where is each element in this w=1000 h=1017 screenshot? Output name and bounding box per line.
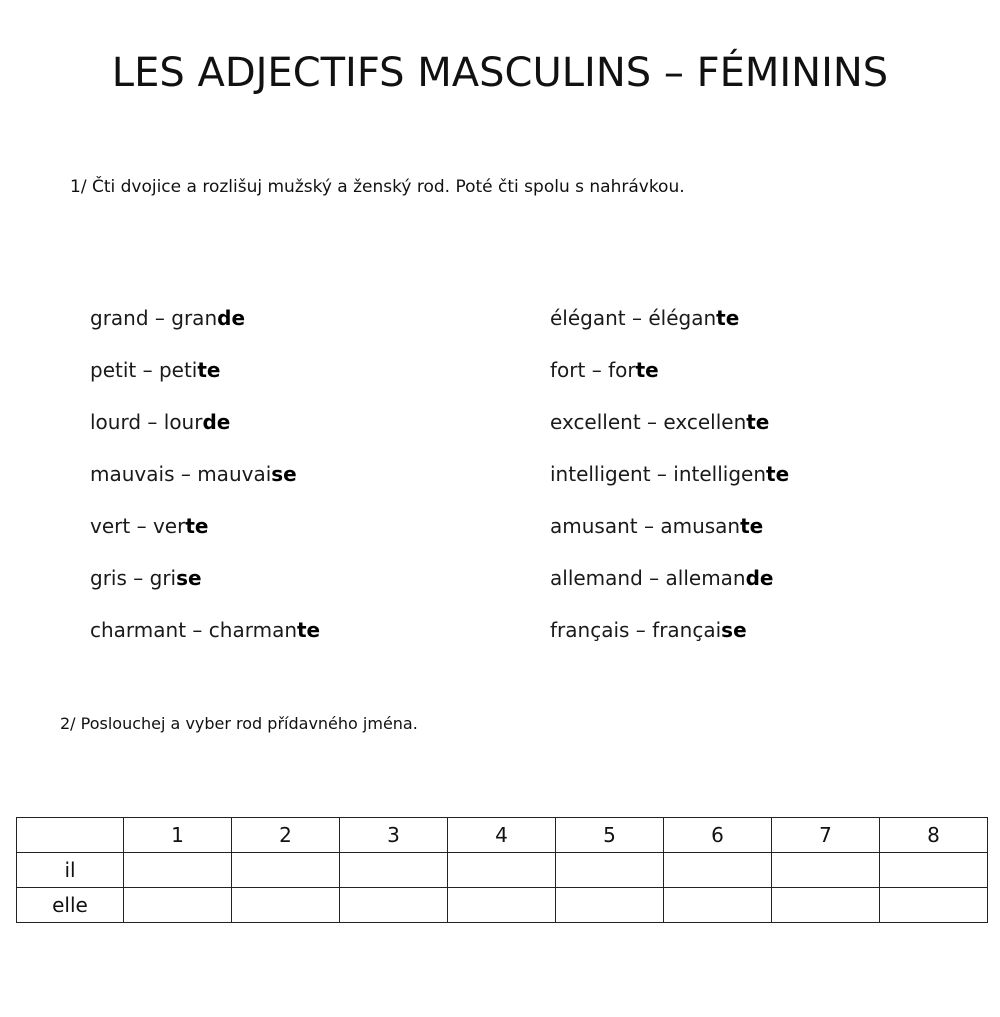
feminine-stem: amusan — [660, 514, 741, 538]
table-row — [17, 888, 988, 923]
masculine-form: charmant — [90, 618, 187, 642]
adjective-pair — [90, 566, 202, 590]
exercise-2-instruction: 2/ Poslouchej a vyber rod přídavného jména. — [60, 714, 418, 733]
adjective-pair — [90, 306, 245, 330]
separator: – — [148, 306, 172, 330]
column-header: 5 — [556, 818, 664, 853]
separator: – — [136, 358, 159, 382]
answer-cell[interactable] — [880, 853, 988, 888]
feminine-ending: te — [740, 514, 764, 538]
masculine-form: gris — [90, 566, 127, 590]
answer-cell[interactable] — [772, 888, 880, 923]
answer-cell[interactable] — [124, 853, 232, 888]
masculine-form: grand — [90, 306, 149, 330]
adjective-pair — [90, 618, 320, 642]
feminine-stem: gri — [149, 566, 177, 590]
feminine-stem: charman — [208, 618, 297, 642]
adjective-pair — [550, 410, 769, 434]
page-title: LES ADJECTIFS MASCULINS – FÉMININS — [111, 50, 889, 96]
answer-cell[interactable] — [448, 853, 556, 888]
feminine-stem: ver — [152, 514, 186, 538]
masculine-form: intelligent — [550, 462, 651, 486]
separator: – — [126, 566, 150, 590]
separator: – — [585, 358, 609, 382]
answer-cell[interactable] — [772, 853, 880, 888]
feminine-ending: te — [185, 514, 209, 538]
adjective-pair — [90, 514, 208, 538]
corner-cell — [17, 818, 124, 853]
feminine-stem: intelligen — [673, 462, 767, 486]
feminine-ending: se — [271, 462, 297, 486]
adjective-pair — [90, 358, 221, 382]
answer-cell[interactable] — [340, 853, 448, 888]
table-row — [17, 853, 988, 888]
separator: – — [629, 618, 653, 642]
feminine-stem: mauvai — [197, 462, 272, 486]
masculine-form: mauvais — [90, 462, 175, 486]
answer-grid — [16, 817, 988, 923]
feminine-ending: de — [745, 566, 774, 590]
feminine-ending: te — [746, 410, 770, 434]
masculine-form: lourd — [90, 410, 142, 434]
feminine-stem: françai — [652, 618, 722, 642]
answer-cell[interactable] — [124, 888, 232, 923]
masculine-form: fort — [550, 358, 586, 382]
column-header: 1 — [124, 818, 232, 853]
masculine-form: vert — [90, 514, 131, 538]
adjective-pair — [90, 462, 297, 486]
separator: – — [141, 410, 164, 434]
column-header: 8 — [880, 818, 988, 853]
row-label-elle: elle — [17, 888, 124, 923]
adjective-pair — [550, 566, 774, 590]
adjective-pair — [550, 514, 763, 538]
feminine-ending: te — [197, 358, 221, 382]
feminine-stem: alleman — [665, 566, 746, 590]
masculine-form: excellent — [550, 410, 641, 434]
exercise-1-instruction: 1/ Čti dvojice a rozlišuj mužský a ženský rod. Poté čti spolu s nahrávkou. — [70, 177, 685, 197]
separator: – — [642, 566, 666, 590]
answer-cell[interactable] — [556, 888, 664, 923]
feminine-stem: peti — [158, 358, 198, 382]
masculine-form: français — [550, 618, 630, 642]
answer-cell[interactable] — [556, 853, 664, 888]
answer-cell[interactable] — [340, 888, 448, 923]
separator: – — [640, 410, 664, 434]
column-header: 4 — [448, 818, 556, 853]
feminine-stem: gran — [171, 306, 218, 330]
feminine-stem: élégan — [648, 306, 717, 330]
feminine-ending: te — [297, 618, 321, 642]
feminine-ending: de — [202, 410, 231, 434]
feminine-ending: te — [766, 462, 790, 486]
feminine-ending: se — [721, 618, 747, 642]
feminine-ending: de — [217, 306, 246, 330]
adjective-pair — [550, 358, 659, 382]
answer-cell[interactable] — [664, 853, 772, 888]
feminine-ending: se — [176, 566, 202, 590]
feminine-ending: te — [635, 358, 659, 382]
adjective-pair — [550, 462, 789, 486]
separator: – — [130, 514, 153, 538]
header-row — [17, 818, 988, 853]
column-header: 7 — [772, 818, 880, 853]
masculine-form: petit — [90, 358, 137, 382]
column-header: 6 — [664, 818, 772, 853]
row-label-il: il — [17, 853, 124, 888]
masculine-form: élégant — [550, 306, 626, 330]
separator: – — [625, 306, 649, 330]
column-header: 2 — [232, 818, 340, 853]
separator: – — [650, 462, 674, 486]
separator: – — [186, 618, 209, 642]
masculine-form: amusant — [550, 514, 638, 538]
separator: – — [637, 514, 661, 538]
feminine-stem: excellen — [663, 410, 747, 434]
separator: – — [174, 462, 198, 486]
answer-cell[interactable] — [664, 888, 772, 923]
adjective-pair — [550, 306, 739, 330]
answer-cell[interactable] — [448, 888, 556, 923]
feminine-stem: for — [608, 358, 636, 382]
adjective-pair — [550, 618, 747, 642]
adjective-pair — [90, 410, 230, 434]
answer-cell[interactable] — [232, 853, 340, 888]
answer-cell[interactable] — [880, 888, 988, 923]
feminine-ending: te — [716, 306, 740, 330]
column-header: 3 — [340, 818, 448, 853]
answer-cell[interactable] — [232, 888, 340, 923]
feminine-stem: lour — [163, 410, 203, 434]
masculine-form: allemand — [550, 566, 643, 590]
